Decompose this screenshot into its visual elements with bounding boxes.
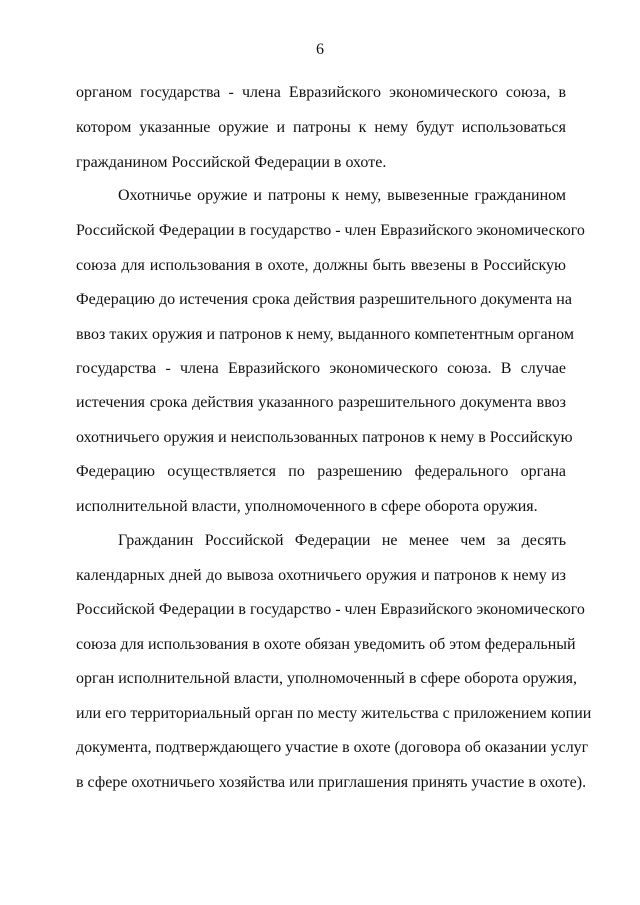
text-line: или его территориальный орган по месту жительства с приложением копии: [76, 705, 592, 722]
text-line: Российской Федерации в государство - член Евразийского экономического: [76, 601, 585, 618]
text-line: союза для использования в охоте обязан уведомить об этом федеральный: [76, 636, 576, 653]
text-line: в сфере охотничьего хозяйства или приглашения принять участие в охоте).: [76, 774, 587, 791]
page-number: 6: [316, 41, 324, 58]
text-line: Российской Федерации в государство - член Евразийского экономического: [76, 222, 585, 239]
text-line: документа, подтверждающего участие в охоте (договора об оказании услуг: [76, 739, 589, 756]
text-line: Федерацию осуществляется по разрешению федерального органа: [76, 463, 566, 480]
text-line: Гражданин Российской Федерации не менее чем за десять: [118, 532, 566, 549]
text-line: календарных дней до вывоза охотничьего оружия и патронов к нему из: [76, 567, 566, 584]
text-line: гражданином Российской Федерации в охоте.: [76, 154, 387, 171]
text-line: органом государства - члена Евразийского экономического союза, в: [76, 84, 566, 101]
text-line: государства - члена Евразийского экономического союза. В случае: [76, 360, 566, 377]
text-line: котором указанные оружие и патроны к нему будут использоваться: [76, 119, 566, 136]
text-line: охотничьего оружия и неиспользованных патронов к нему в Российскую: [76, 429, 573, 446]
text-line: союза для использования в охоте, должны быть ввезены в Российскую: [76, 257, 566, 274]
text-line: истечения срока действия указанного разрешительного документа ввоз: [76, 394, 566, 411]
text-line: орган исполнительной власти, уполномоченный в сфере оборота оружия,: [76, 670, 578, 687]
text-line: исполнительной власти, уполномоченного в сфере оборота оружия.: [76, 498, 538, 515]
text-line: Охотничье оружие и патроны к нему, вывезенные гражданином: [118, 187, 566, 204]
text-line: ввоз таких оружия и патронов к нему, выданного компетентным органом: [76, 326, 574, 343]
text-line: Федерацию до истечения срока действия разрешительного документа на: [76, 291, 572, 308]
